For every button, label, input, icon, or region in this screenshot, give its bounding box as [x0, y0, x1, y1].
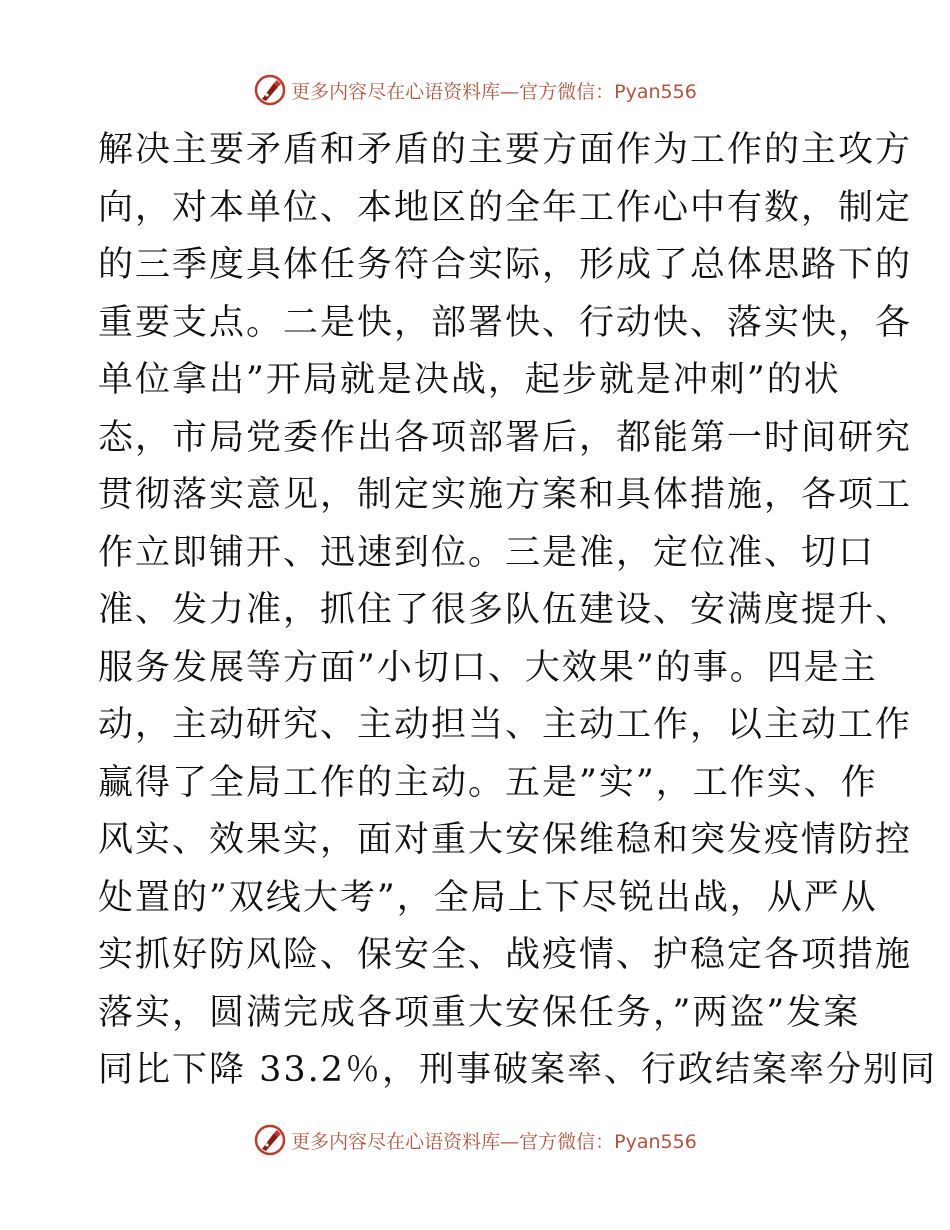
text-line: 单位拿出”开局就是决战，起步就是冲刺”的状 [98, 360, 841, 400]
document-paragraph [98, 122, 938, 1100]
footer-watermark-banner [0, 1120, 950, 1160]
watermark-text: 更多内容尽在心语资料库—官方微信：Pyan556 [291, 80, 697, 103]
pen-nib-logo-icon [253, 1123, 287, 1157]
text-line: 动，主动研究、主动担当、主动工作，以主动工作 [98, 705, 913, 745]
text-line: 同比下降 33.2％，刑事破案率、行政结案率分别同 [98, 1050, 938, 1090]
text-line: 风实、效果实，面对重大安保维稳和突发疫情防控 [98, 820, 913, 860]
text-line: 准、发力准，抓住了很多队伍建设、安满度提升、 [98, 590, 913, 630]
text-line: 实抓好防风险、保安全、战疫情、护稳定各项措施 [98, 935, 913, 975]
text-line: 赢得了全局工作的主动。五是”实”，工作实、作 [98, 762, 878, 803]
text-line: 处置的”双线大考”，全局上下尽锐出战，从严从 [98, 877, 878, 918]
text-line: 向，对本单位、本地区的全年工作心中有数，制定 [98, 187, 913, 228]
watermark-wechat-id: Pyan556 [614, 1130, 697, 1153]
text-line: 解决主要矛盾和矛盾的主要方面作为工作的主攻方 [98, 130, 913, 170]
text-line: 作立即铺开、迅速到位。三是准，定位准、切口 [98, 532, 876, 573]
text-line: 落实，圆满完成各项重大安保任务，”两盗”发案 [98, 992, 861, 1033]
pen-nib-logo-icon [253, 73, 287, 107]
text-line: 的三季度具体任务符合实际，形成了总体思路下的 [98, 245, 913, 285]
watermark-text: 更多内容尽在心语资料库—官方微信：Pyan556 [291, 1130, 697, 1153]
watermark-wechat-id: Pyan556 [614, 80, 697, 103]
text-line: 服务发展等方面”小切口、大效果”的事。四是主 [98, 647, 878, 688]
text-line: 态，市局党委作出各项部署后，都能第一时间研究 [98, 417, 913, 458]
text-line: 重要支点。二是快，部署快、行动快、落实快，各 [98, 302, 913, 343]
header-watermark-banner [0, 70, 950, 110]
text-line: 贯彻落实意见，制定实施方案和具体措施，各项工 [98, 475, 913, 515]
